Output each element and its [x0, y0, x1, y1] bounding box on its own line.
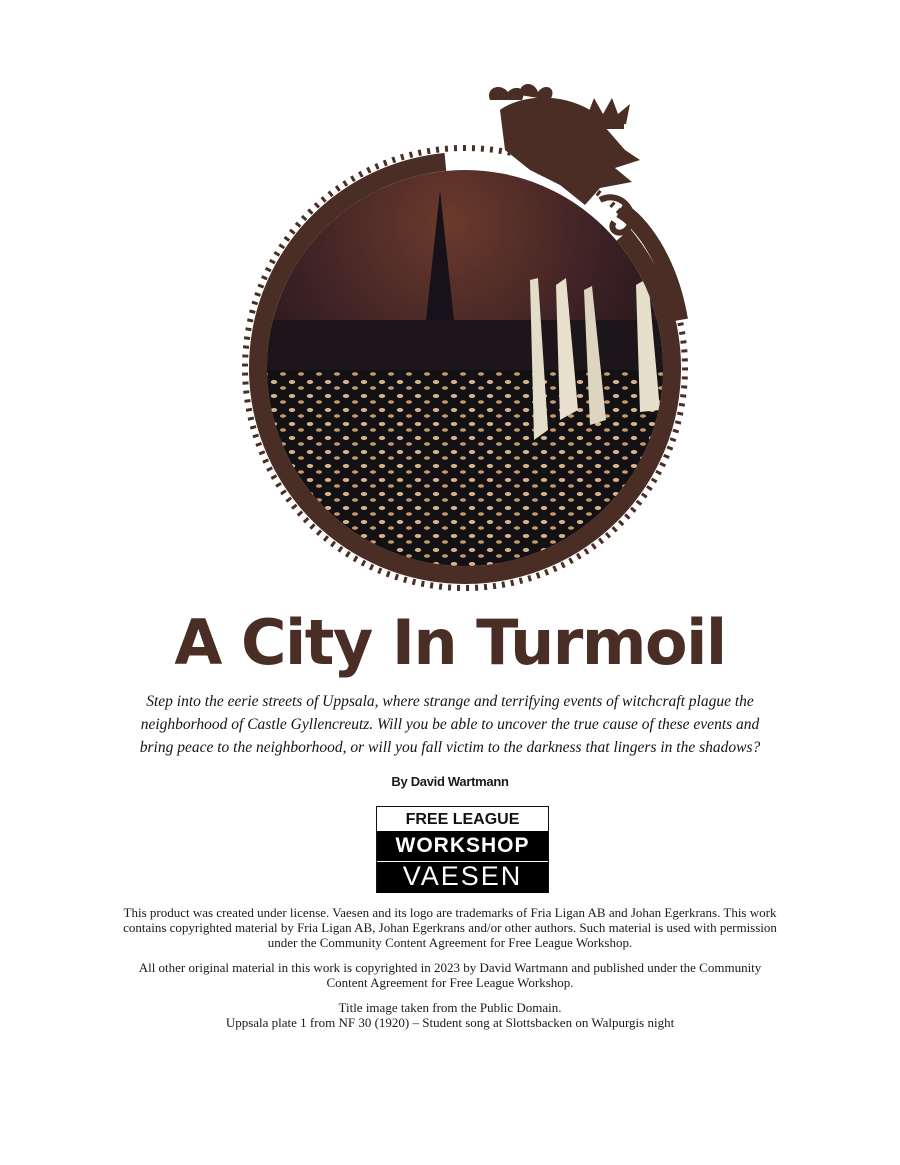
blurb: Step into the eerie streets of Uppsala, where strange and terrifying events of witchcraft plague the neighborhood of Castle Gyllencreutz. Will you be able to uncover the true cause of these events and bring peace to the neighborhood, or will you fall victim to the darkness that lingers in the shadows?: [139, 693, 761, 756]
credit-line-2: Uppsala plate 1 from NF 30 (1920) – Student song at Slottsbacken on Walpurgis night: [225, 1015, 675, 1030]
copyright-notice: [120, 960, 780, 990]
credit-line-1: Title image taken from the Public Domain.: [338, 1000, 562, 1015]
logo-line-vaesen: VAESEN: [377, 861, 548, 893]
author-byline: By David Wartmann: [391, 774, 509, 789]
copyright-text: All other original material in this work is copyrighted in 2023 by David Wartmann and published under the Community Content Agreement for Free League Workshop.: [138, 960, 762, 990]
crowd: [260, 370, 680, 580]
page-title: A City In Turmoil: [174, 606, 726, 679]
image-credit: [120, 1000, 780, 1030]
crown-icon: [576, 98, 630, 129]
license-text: This product was created under license. Vaesen and its logo are trademarks of Fria Ligan AB and Johan Egerkrans. This work contains copyrighted material by Fria Ligan AB, Johan Egerkrans and/or other authors. Such material is used with permission under the Community Content Agreement for Free League Workshop.: [123, 905, 777, 950]
logo-line-free-league: FREE LEAGUE: [377, 807, 548, 831]
free-league-workshop-logo: [376, 806, 549, 893]
license-notice: [120, 905, 780, 950]
logo-line-workshop: WORKSHOP: [377, 831, 548, 861]
